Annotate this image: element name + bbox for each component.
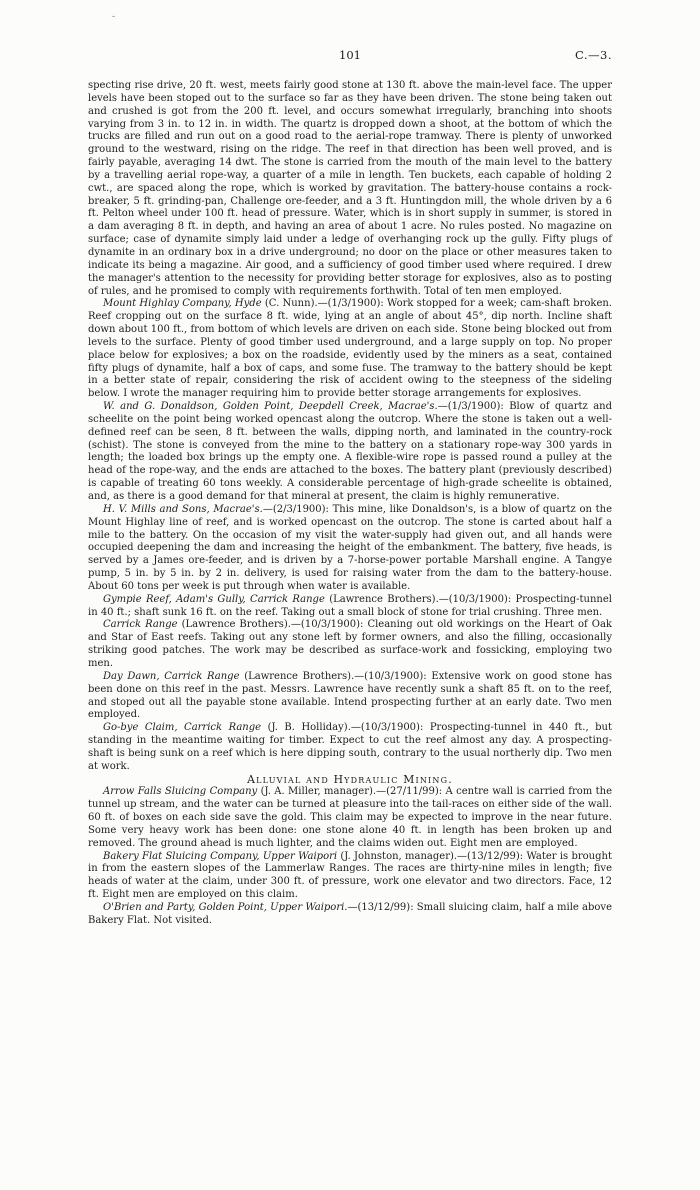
entry-go-bye-claim: [88, 722, 612, 773]
entry-text: —(1/3/1900): Blow of quartz and scheelite on the point being worked opencast along the outcrop. Where the stone is taken out a well-defined reef can be seen, 8 ft. between the walls, dipping north, and laminated in the country-rock (schist). The stone is conveyed from the mine to the battery on a stationary rope-way 300 yards in length; the loaded box brings up the empty one. A flexible-wire rope is passed round a pulley at the head of the rope-way, and the ends are attached to the boxes. The battery plant (previously described) is capable of treating 60 tons weekly. A considerable percentage of high-grade scheelite is obtained, and, as there is a good demand for that mineral at present, the claim is highly remunerative.: [88, 401, 612, 502]
entry-text: (J. B. Holliday).—(10/3/1900): Prospecting-tunnel in 440 ft., but standing in the meantime waiting for timber. Expect to cut the reef almost any day. A prospecting-shaft is being sunk on a reef which is here dipping south, contrary to the usual northerly dip. Two men at work.: [88, 722, 612, 772]
section-code: C.—3.: [574, 48, 612, 62]
entry-title: O'Brien and Party, Golden Point, Upper Waipori.: [103, 902, 348, 913]
scan-artifact: -: [112, 12, 116, 22]
entry-title: Bakery Flat Sluicing Company, Upper Waipori: [103, 850, 338, 862]
entry-title: Arrow Falls Sluicing Company: [103, 786, 258, 798]
entry-mount-highlay: [88, 298, 612, 401]
entry-text: (J. Johnston, manager).—(13/12/99): Water is brought in from the eastern slopes of the Lammerlaw Ranges. The races are thirty-nine miles in length; five heads of water at the claim, under 300 ft. of pressure, work one elevator and two directors. Face, 12 ft. Eight men are employed on this claim.: [88, 850, 612, 901]
entry-text: (J. A. Miller, manager).—(27/11/99): A centre wall is carried from the tunnel up stream, and the water can be turned at pleasure into the tail-races on either side of the wall. 60 ft. of boxes on each side save the gold. This claim may be expected to improve in the near future. Some very heavy work has been done: one stone alone 40 ft. in length has been broken up and removed. The ground ahead is much lighter, and the claims widen out. Eight men are employed.: [88, 786, 612, 849]
entry-mills-and-sons: [88, 504, 612, 594]
entry-title: H. V. Mills and Sons, Macrae's.: [103, 503, 263, 515]
entry-obrien-and-party: [88, 902, 612, 928]
entry-gympie-reef: [88, 594, 612, 620]
entry-title: Carrick Range: [103, 619, 178, 631]
entry-text: —(2/3/1900): This mine, like Donaldson's, is a blow of quartz on the Mount Highlay line of reef, and is worked opencast on the outcrop. The stone is carted about half a mile to the battery. On the occasion of my visit the water-supply had given out, and all hands were occupied deepening the dam and increasing the height of the embankment. The battery, five heads, is served by a James ore-feeder, and is driven by a 7-horse-power portable Marshall engine. A Tangye pump, 5 in. by 5 in. by 2 in. delivery, is used for raising water from the dam to the battery-house. About 60 tons per week is put through when water is available.: [88, 503, 612, 592]
document-page: [88, 0, 612, 928]
entry-title: W. and G. Donaldson, Golden Point, Deepdell Creek, Macrae's.: [103, 401, 438, 413]
report-body: [88, 80, 612, 928]
page-header: [88, 48, 612, 68]
page-number: 101: [339, 48, 361, 62]
entry-title: Day Dawn, Carrick Range: [103, 670, 240, 682]
entry-bakery-flat: [88, 851, 612, 902]
entry-text: (Lawrence Brothers).—(10/3/1900): Prospecting-tunnel in 40 ft.; shaft sunk 16 ft. on the reef. Taking out a small block of stone for trial crushing. Three men.: [88, 593, 612, 618]
entry-text: (Lawrence Brothers).—(10/3/1900): Extensive work on good stone has been done on this reef in the past. Messrs. Lawrence have recently sunk a shaft 85 ft. on to the reef, and stoped out all the payable stone available. Intend prospecting further at an early date. Two men employed.: [88, 670, 612, 721]
entry-arrow-falls: [88, 786, 612, 850]
entry-title: Go-bye Claim, Carrick Range: [103, 722, 262, 734]
entry-text: —(13/12/99): Small sluicing claim, half a mile above Bakery Flat. Not visited.: [88, 902, 612, 926]
paragraph-text: specting rise drive, 20 ft. west, meets fairly good stone at 130 ft. above the main-level face. The upper levels have been stoped out to the surface so far as they have been driven. The stone being taken out and crushed is got from the 200 ft. level, and occurs somewhat irregularly, branching into shoots varying from 3 in. to 12 in. in width. The quartz is dropped down a shoot, at the bottom of which the trucks are filled and run out on a good road to the aerial-rope tramway. There is plenty of unworked ground to the westward, rising on the ridge. The reef in that direction has been well proved, and is fairly payable, averaging 14 dwt. The stone is carried from the mouth of the main level to the battery by a travelling aerial rope-way, a quarter of a mile in length. Ten buckets, each capable of holding 2 cwt., are spaced along the rope, which is worked by gravitation. The battery-house contains a rock-breaker, 5 ft. grinding-pan, Challenge ore-feeder, and a 3 ft. Huntingdon mill, the whole driven by a 6 ft. Pelton wheel under 100 ft. head of pressure. Water, which is in short supply in summer, is stored in a dam averaging 8 ft. in depth, and having an area of about 1 acre. No rules posted. No magazine on surface; case of dynamite simply laid under a ledge of overhanging rock up the gully. Fifty plugs of dynamite in an ordinary box in a drive underground; no door on the place or other measures taken to indicate its being a magazine. Air good, and a sufficiency of good timber used where required. I drew the manager's attention to the necessity for providing better storage for explosives, also as to posting of rules, and he promised to comply with requirements forthwith. Total of ten men employed.: [88, 80, 612, 297]
entry-day-dawn: [88, 671, 612, 722]
entry-title: Gympie Reef, Adam's Gully, Carrick Range: [103, 593, 325, 605]
entry-text: (Lawrence Brothers).—(10/3/1900): Cleaning out old workings on the Heart of Oak and Star of East reefs. Taking out any stone left by former owners, and also the filling, occasionally striking good patches. The work may be described as surface-work and fossicking, employing two men.: [88, 619, 612, 669]
section-heading: Alluvial and Hydraulic Mining.: [247, 772, 453, 786]
entry-text: (C. Nunn).—(1/3/1900): Work stopped for a week; cam-shaft broken. Reef cropping out on the surface 8 ft. wide, lying at an angle of about 45°, dip north. Incline shaft down about 100 ft., from bottom of which levels are driven on each side. Stone being blocked out from levels to the surface. Plenty of good timber used underground, and a large supply on top. No proper place below for explosives; a box on the roadside, evidently used by the miners as a seat, contained fifty plugs of dynamite, half a box of caps, and some fuse. The tramway to the battery should be kept in a better state of repair, considering the risk of accident owing to the steepness of the sideling below. I wrote the manager requiring him to provide better storage arrangements for explosives.: [88, 298, 612, 400]
entry-donaldson: [88, 401, 612, 504]
entry-carrick-range: [88, 619, 612, 670]
continuation-paragraph: [88, 80, 612, 298]
entry-title: Mount Highlay Company, Hyde: [103, 298, 262, 310]
